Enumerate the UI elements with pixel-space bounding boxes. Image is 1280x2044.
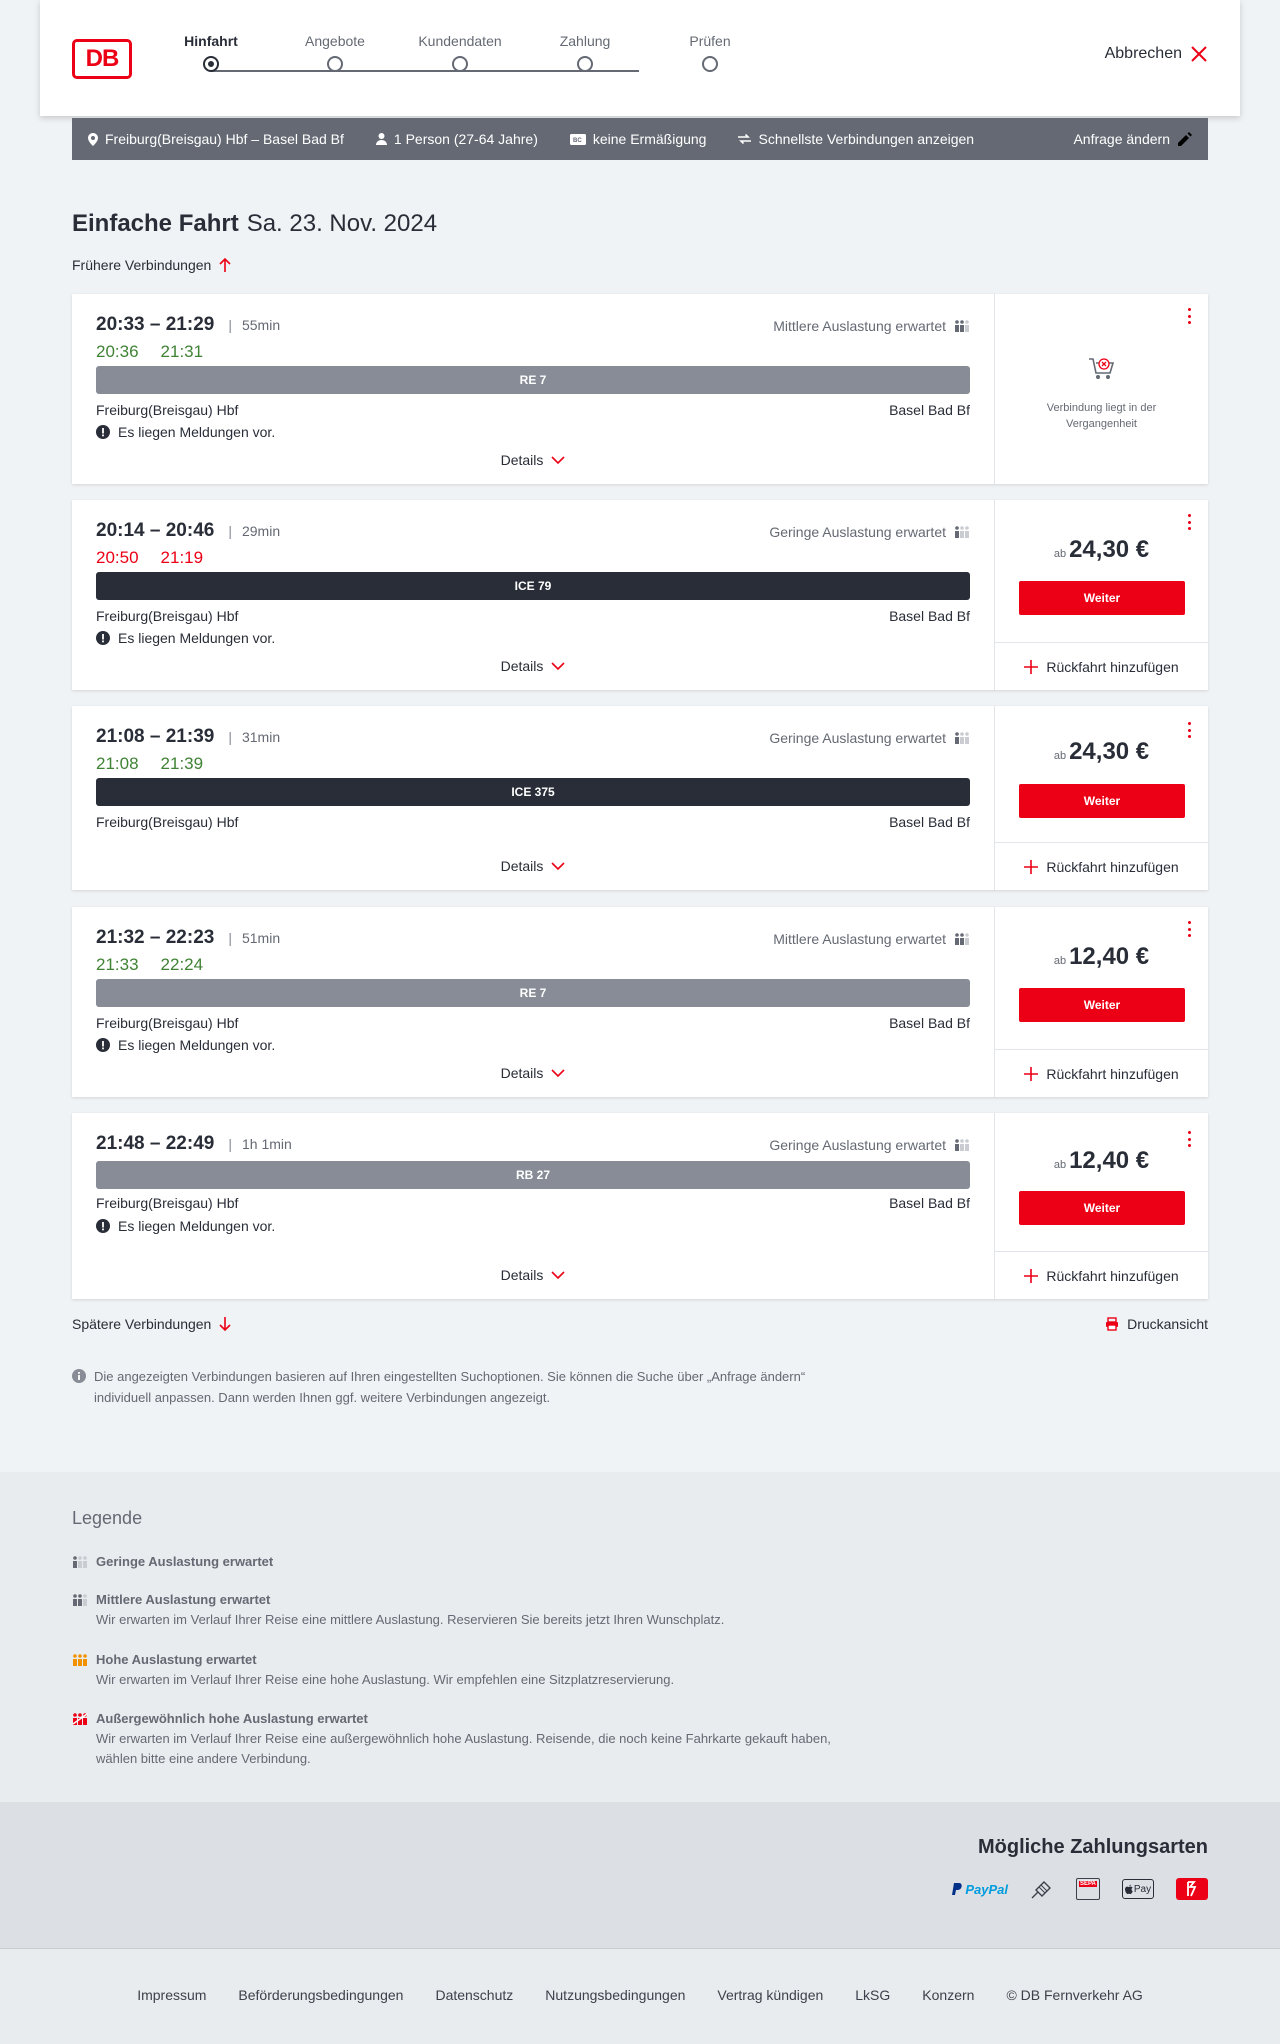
occupancy-low-icon (954, 732, 970, 744)
search-info-notice (72, 1366, 852, 1408)
offer-panel (994, 500, 1208, 690)
more-options-icon[interactable] (1188, 921, 1192, 937)
footer-copyright: © DB Fernverkehr AG (1006, 1987, 1143, 2003)
connection-times: 21:08 – 21:39 | 31min (96, 726, 281, 747)
occupancy-high-icon (72, 1654, 88, 1666)
offer-panel (994, 1113, 1208, 1299)
cart-unavailable-icon (1088, 356, 1116, 382)
continue-button[interactable]: Weiter (1019, 988, 1185, 1022)
plus-icon (1024, 1067, 1038, 1081)
realtime-times (96, 548, 203, 568)
details-label: Details (500, 1267, 544, 1283)
details-label: Details (500, 452, 544, 468)
realtime-departure: 21:33 (96, 955, 139, 974)
continue-button[interactable]: Weiter (1019, 1191, 1185, 1225)
step-dot (702, 56, 718, 72)
occupancy-exceptional-icon (72, 1713, 88, 1725)
connection-times: 20:33 – 21:29 | 55min (96, 314, 281, 335)
duration: 55min (241, 317, 281, 333)
price-value: 12,40 € (1069, 1147, 1150, 1174)
trip-date: Sa. 23. Nov. 2024 (246, 210, 438, 237)
step-pruefen (660, 30, 760, 72)
origin-station: Freiburg(Breisgau) Hbf (96, 1015, 239, 1031)
occupancy-text: Mittlere Auslastung erwartet (773, 318, 946, 334)
chevron-down-icon (551, 862, 565, 870)
discount-summary (570, 131, 707, 147)
occupancy-medium-icon (954, 320, 970, 332)
details-toggle[interactable] (72, 658, 994, 674)
legend-item-desc: Wir erwarten im Verlauf Ihrer Reise eine mittlere Auslastung. Reservieren Sie bereits jetzt Ihren Wunschplatz. (96, 1612, 725, 1627)
footer-link-datenschutz[interactable]: Datenschutz (435, 1987, 514, 2003)
chevron-down-icon (551, 1069, 565, 1077)
legend-item-title: Geringe Auslastung erwartet (96, 1554, 274, 1569)
later-connections-link[interactable] (72, 1316, 231, 1332)
occupancy-low-icon (72, 1556, 88, 1568)
details-toggle[interactable] (72, 1267, 994, 1283)
header (40, 0, 1240, 116)
footer-links (0, 1987, 1280, 2003)
occupancy-low-icon (954, 526, 970, 538)
cancel-button[interactable] (1105, 45, 1208, 63)
details-toggle[interactable] (72, 1065, 994, 1081)
price (995, 943, 1208, 971)
footer-link-lksg[interactable]: LkSG (855, 1987, 891, 2003)
printer-icon (1105, 1317, 1119, 1331)
route-text: Freiburg(Breisgau) Hbf – Basel Bad Bf (105, 131, 344, 147)
occupancy-info[interactable] (769, 730, 970, 746)
destination-station: Basel Bad Bf (889, 608, 970, 624)
print-label: Druckansicht (1127, 1316, 1208, 1332)
arrow-up-icon (219, 258, 231, 272)
step-dot (327, 56, 343, 72)
connection-times: 20:14 – 20:46 | 29min (96, 520, 281, 541)
exclamation-icon (96, 1219, 110, 1233)
connection-card (72, 1113, 1208, 1299)
origin-station: Freiburg(Breisgau) Hbf (96, 608, 239, 624)
notice-message (96, 424, 275, 440)
origin-station: Freiburg(Breisgau) Hbf (96, 402, 239, 418)
price-prefix: ab (1053, 955, 1067, 967)
notice-message (96, 630, 275, 646)
continue-button[interactable]: Weiter (1019, 581, 1185, 615)
more-options-icon[interactable] (1188, 308, 1192, 324)
swap-arrows-icon (738, 134, 751, 144)
origin-station: Freiburg(Breisgau) Hbf (96, 1195, 239, 1211)
arrival-time: 21:39 (165, 726, 215, 747)
add-return-button[interactable] (995, 1049, 1208, 1097)
destination-station: Basel Bad Bf (889, 402, 970, 418)
add-return-button[interactable] (995, 842, 1208, 890)
occupancy-info[interactable] (769, 1137, 970, 1153)
offer-panel (994, 706, 1208, 890)
paypal-label: PayPal (965, 1881, 1008, 1897)
details-toggle[interactable] (72, 858, 994, 874)
connection-times: 21:32 – 22:23 | 51min (96, 927, 281, 948)
realtime-times (96, 955, 203, 975)
occupancy-text: Geringe Auslastung erwartet (769, 1137, 946, 1153)
footer-link-impressum[interactable]: Impressum (137, 1987, 207, 2003)
arrival-time: 21:29 (165, 314, 215, 335)
later-label: Spätere Verbindungen (72, 1316, 212, 1332)
connection-info (72, 294, 994, 484)
footer-link-vertrag-kuendigen[interactable]: Vertrag kündigen (717, 1987, 824, 2003)
print-view-link[interactable] (1105, 1316, 1208, 1332)
chevron-down-icon (551, 1271, 565, 1279)
offer-panel (994, 907, 1208, 1097)
plus-icon (1024, 860, 1038, 874)
train-segment-bar[interactable]: ICE 375 (96, 778, 970, 806)
step-hinfahrt (161, 30, 261, 72)
train-segment-bar[interactable]: RB 27 (96, 1161, 970, 1189)
earlier-connections-link[interactable] (72, 257, 231, 273)
price-prefix: ab (1053, 750, 1067, 762)
add-return-label: Rückfahrt hinzufügen (1046, 1065, 1179, 1082)
realtime-times (96, 342, 203, 362)
departure-time: 20:33 (96, 314, 145, 335)
travellers-text: 1 Person (27-64 Jahre) (393, 131, 538, 147)
info-icon (72, 1369, 86, 1383)
add-return-button[interactable] (995, 642, 1208, 690)
step-dot-active (203, 56, 219, 72)
payment-section (0, 1802, 1280, 1948)
price-prefix: ab (1053, 1159, 1067, 1171)
earlier-label: Frühere Verbindungen (72, 257, 212, 273)
destination-station: Basel Bad Bf (889, 814, 970, 830)
step-label: Angebote (305, 33, 365, 49)
sepa-label: SEPA (1080, 1881, 1096, 1887)
realtime-arrival: 21:39 (160, 754, 204, 773)
edit-request-label: Anfrage ändern (1073, 131, 1170, 147)
price-value: 24,30 € (1069, 738, 1150, 765)
add-return-label: Rückfahrt hinzufügen (1046, 658, 1179, 675)
notice-text: Es liegen Meldungen vor. (118, 630, 276, 646)
discount-text: keine Ermäßigung (592, 131, 707, 147)
add-return-button[interactable] (995, 1251, 1208, 1299)
departure-time: 21:32 (96, 927, 145, 948)
credit-card-hand-icon (1030, 1878, 1054, 1900)
legend-item-desc: Wir erwarten im Verlauf Ihrer Reise eine außergewöhnlich hohe Auslastung. Reisende, die noch keine Fahrkarte gekauft haben, wählen bitte eine andere Verbindung. (96, 1731, 831, 1766)
close-icon (1190, 45, 1208, 63)
price (995, 536, 1208, 564)
price-value: 24,30 € (1069, 536, 1150, 563)
footer (0, 1948, 1280, 2044)
arrival-time: 20:46 (165, 520, 215, 541)
db-bonus-icon (1176, 1878, 1208, 1900)
legend-item-title: Außergewöhnlich hohe Auslastung erwartet (96, 1711, 368, 1726)
train-segment-bar[interactable]: ICE 79 (96, 572, 970, 600)
train-segment-bar[interactable]: RE 7 (96, 979, 970, 1007)
destination-station: Basel Bad Bf (889, 1015, 970, 1031)
legend-title: Legende (72, 1508, 143, 1528)
svg-text:BC: BC (572, 137, 582, 144)
occupancy-text: Geringe Auslastung erwartet (769, 730, 946, 746)
add-return-label: Rückfahrt hinzufügen (1046, 1267, 1179, 1284)
cancel-label: Abbrechen (1104, 45, 1182, 62)
continue-button[interactable]: Weiter (1019, 784, 1185, 818)
step-label: Prüfen (689, 33, 731, 49)
occupancy-low-icon (954, 1139, 970, 1151)
exclamation-icon (96, 425, 110, 439)
departure-time: 21:48 (96, 1133, 145, 1154)
travellers-summary (376, 131, 538, 147)
occupancy-medium-icon (72, 1594, 88, 1606)
step-label: Hinfahrt (184, 33, 238, 49)
payment-title: Mögliche Zahlungsarten (977, 1836, 1208, 1858)
apple-pay-icon (1122, 1879, 1154, 1899)
connection-card (72, 907, 1208, 1097)
duration: 1h 1min (241, 1136, 292, 1152)
db-logo[interactable]: DB (72, 39, 132, 79)
apple-pay-label: Pay (1133, 1883, 1152, 1895)
arrival-time: 22:49 (165, 1133, 215, 1154)
occupancy-info[interactable] (769, 524, 970, 540)
realtime-arrival: 21:31 (160, 342, 204, 361)
legend-item (72, 1590, 856, 1630)
duration: 29min (241, 523, 281, 539)
person-icon (376, 133, 387, 145)
more-options-icon[interactable] (1188, 722, 1192, 738)
details-label: Details (500, 858, 544, 874)
occupancy-text: Geringe Auslastung erwartet (769, 524, 946, 540)
realtime-departure: 20:36 (96, 342, 139, 361)
exclamation-icon (96, 1038, 110, 1052)
plus-icon (1024, 1269, 1038, 1283)
info-text: Die angezeigten Verbindungen basieren auf Ihren eingestellten Suchoptionen. Sie können die Suche über „Anfrage ändern“ individuell anpassen. Dann werden Ihnen ggf. weitere Verbindungen angezeigt. (94, 1369, 806, 1405)
step-kundendaten (410, 30, 510, 72)
realtime-times (96, 754, 203, 774)
pencil-icon (1178, 132, 1192, 146)
duration: 31min (241, 729, 281, 745)
notice-text: Es liegen Meldungen vor. (118, 1037, 276, 1053)
paypal-icon (952, 1882, 1008, 1897)
details-label: Details (500, 1065, 544, 1081)
booking-stepper (175, 30, 731, 90)
step-dot (452, 56, 468, 72)
origin-station: Freiburg(Breisgau) Hbf (96, 814, 239, 830)
route-summary (88, 131, 344, 147)
legend-item-title: Mittlere Auslastung erwartet (96, 1592, 271, 1607)
step-label: Kundendaten (418, 33, 502, 49)
price-prefix: ab (1053, 548, 1067, 560)
footer-link-konzern[interactable]: Konzern (922, 1987, 975, 2003)
location-pin-icon (88, 133, 98, 146)
notice-text: Es liegen Meldungen vor. (118, 424, 276, 440)
realtime-departure: 20:50 (96, 548, 139, 567)
price (995, 1147, 1208, 1175)
duration: 51min (241, 930, 281, 946)
past-connection-text: Verbindung liegt in der Vergangenheit (1046, 402, 1157, 430)
trip-type: Einfache Fahrt (72, 210, 239, 237)
departure-time: 21:08 (96, 726, 145, 747)
details-label: Details (500, 658, 544, 674)
price-value: 12,40 € (1069, 943, 1150, 970)
departure-time: 20:14 (96, 520, 145, 541)
search-summary-bar (72, 118, 1208, 160)
more-options-icon[interactable] (1188, 514, 1192, 530)
arrow-down-icon (219, 1317, 231, 1331)
connection-card (72, 706, 1208, 890)
legend-item (72, 1552, 273, 1572)
notice-message (96, 1218, 275, 1234)
plus-icon (1024, 660, 1038, 674)
occupancy-medium-icon (954, 933, 970, 945)
payment-icons (952, 1878, 1208, 1900)
price (995, 738, 1208, 766)
edit-request-button[interactable] (1073, 131, 1192, 147)
footer-link-befoerderungsbedingungen[interactable]: Beförderungsbedingungen (238, 1987, 404, 2003)
connection-info (72, 1113, 994, 1299)
legend-section (0, 1472, 1280, 1802)
connection-info (72, 500, 994, 690)
connection-info (72, 907, 994, 1097)
legend-item-desc: Wir erwarten im Verlauf Ihrer Reise eine hohe Auslastung. Wir empfehlen eine Sitzplatzreservierung. (96, 1672, 675, 1687)
occupancy-text: Mittlere Auslastung erwartet (773, 931, 946, 947)
connection-card (72, 294, 1208, 484)
connection-card (72, 500, 1208, 690)
add-return-label: Rückfahrt hinzufügen (1046, 858, 1179, 875)
step-label: Zahlung (559, 33, 611, 49)
legend-item (72, 1650, 856, 1690)
legend-item-title: Hohe Auslastung erwartet (96, 1652, 257, 1667)
realtime-arrival: 21:19 (160, 548, 204, 567)
offer-panel (994, 294, 1208, 484)
bahncard-icon (570, 134, 586, 145)
chevron-down-icon (551, 662, 565, 670)
connection-times: 21:48 – 22:49 | 1h 1min (96, 1133, 292, 1154)
occupancy-info[interactable] (773, 318, 970, 334)
more-options-icon[interactable] (1188, 1131, 1192, 1147)
fastest-text: Schnellste Verbindungen anzeigen (758, 131, 975, 147)
occupancy-info[interactable] (773, 931, 970, 947)
realtime-arrival: 22:24 (160, 955, 204, 974)
legend-item (72, 1709, 856, 1769)
step-dot (577, 56, 593, 72)
details-toggle[interactable] (72, 452, 994, 468)
exclamation-icon (96, 631, 110, 645)
realtime-departure: 21:08 (96, 754, 139, 773)
step-zahlung (535, 30, 635, 72)
page-title (72, 210, 437, 238)
chevron-down-icon (551, 456, 565, 464)
step-angebote (285, 30, 385, 72)
notice-message (96, 1037, 275, 1053)
destination-station: Basel Bad Bf (889, 1195, 970, 1211)
train-segment-bar[interactable]: RE 7 (96, 366, 970, 394)
arrival-time: 22:23 (165, 927, 215, 948)
notice-text: Es liegen Meldungen vor. (118, 1218, 276, 1234)
fastest-option[interactable] (738, 131, 974, 147)
sepa-icon (1076, 1878, 1100, 1900)
footer-link-nutzungsbedingungen[interactable]: Nutzungsbedingungen (545, 1987, 686, 2003)
connection-info (72, 706, 994, 890)
